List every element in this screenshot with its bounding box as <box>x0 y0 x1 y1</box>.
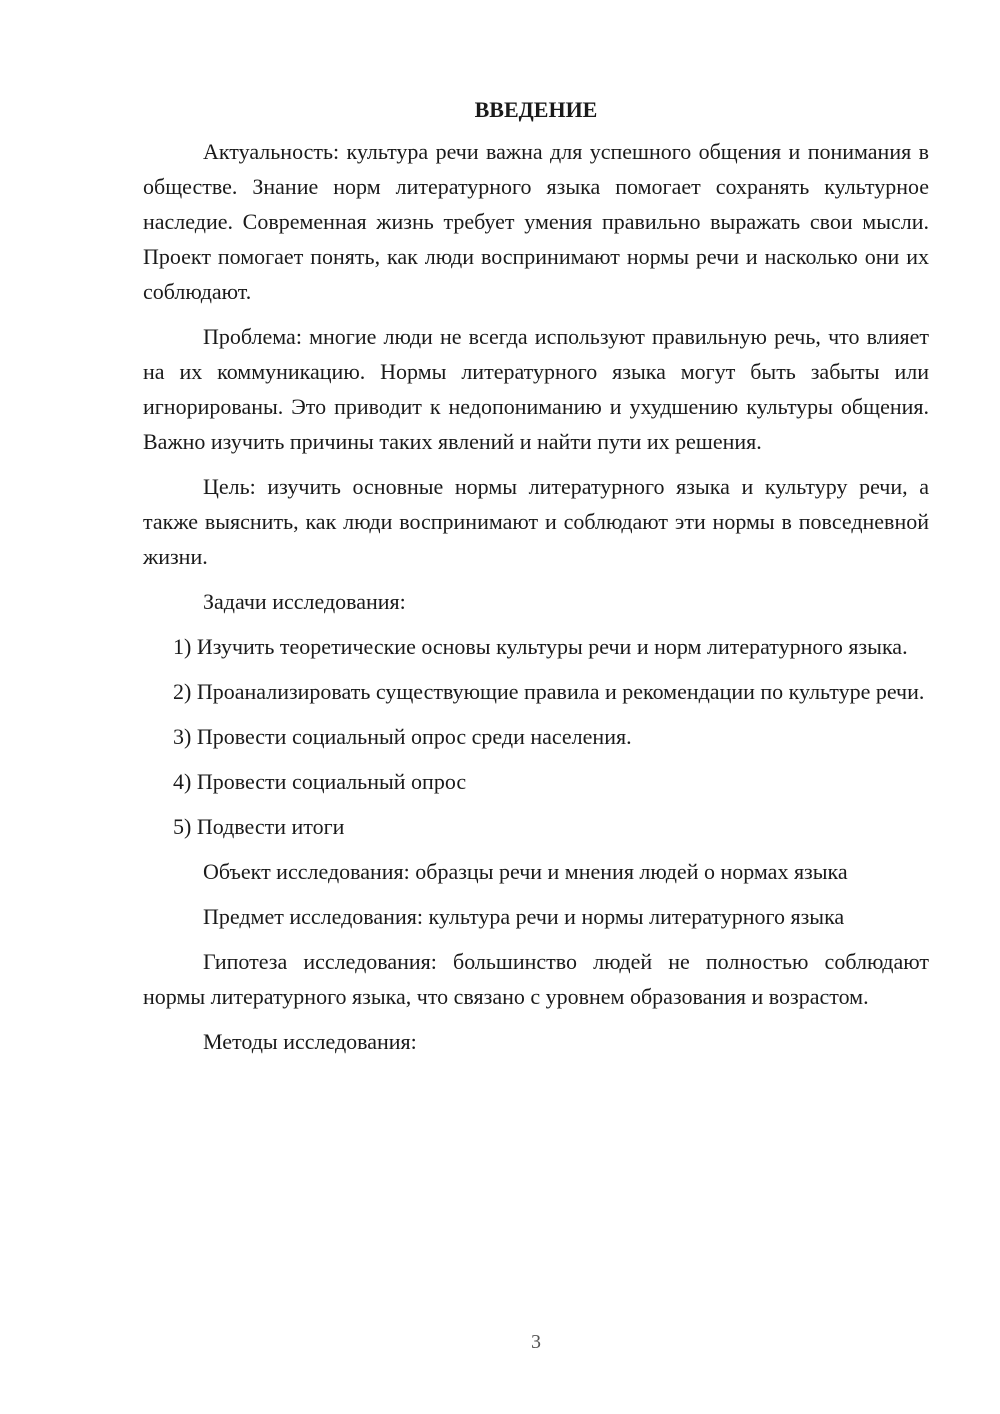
paragraph-goal: Цель: изучить основные нормы литературного языка и культуру речи, а также выяснить, как люди воспринимают и соблюдают эти нормы в повседневной жизни. <box>143 474 929 569</box>
task-item-1: 1) Изучить теоретические основы культуры речи и норм литературного языка. <box>173 634 908 659</box>
page-number: 3 <box>531 1331 541 1353</box>
tasks-heading: Задачи исследования: <box>203 589 406 614</box>
methods-heading: Методы исследования: <box>203 1029 417 1054</box>
paragraph-object: Объект исследования: образцы речи и мнения людей о нормах языка <box>203 859 848 884</box>
task-item-4: 4) Провести социальный опрос <box>173 769 467 794</box>
paragraph-relevance: Актуальность: культура речи важна для успешного общения и понимания в обществе. Знание норм литературного языка помогает сохранять культурное наследие. Современная жизнь требует умения правильно выражать свои мысли. Проект помогает понять, как люди воспринимают нормы речи и насколько они их соблюдают. <box>143 139 929 304</box>
page-title: ВВЕДЕНИЕ <box>474 97 598 122</box>
page-content <box>143 92 929 1069</box>
paragraph-hypothesis: Гипотеза исследования: большинство людей не полностью соблюдают нормы литературного языка, что связано с уровнем образования и возрастом. <box>143 949 929 1009</box>
task-item-2: 2) Проанализировать существующие правила и рекомендации по культуре речи. <box>173 679 925 704</box>
paragraph-problem: Проблема: многие люди не всегда используют правильную речь, что влияет на их коммуникацию. Нормы литературного языка могут быть забыты или игнорированы. Это приводит к недопониманию и ухудшению культуры общения. Важно изучить причины таких явлений и найти пути их решения. <box>143 324 929 454</box>
paragraph-subject: Предмет исследования: культура речи и нормы литературного языка <box>203 904 845 929</box>
task-item-5: 5) Подвести итоги <box>173 814 345 839</box>
task-item-3: 3) Провести социальный опрос среди населения. <box>173 724 632 749</box>
